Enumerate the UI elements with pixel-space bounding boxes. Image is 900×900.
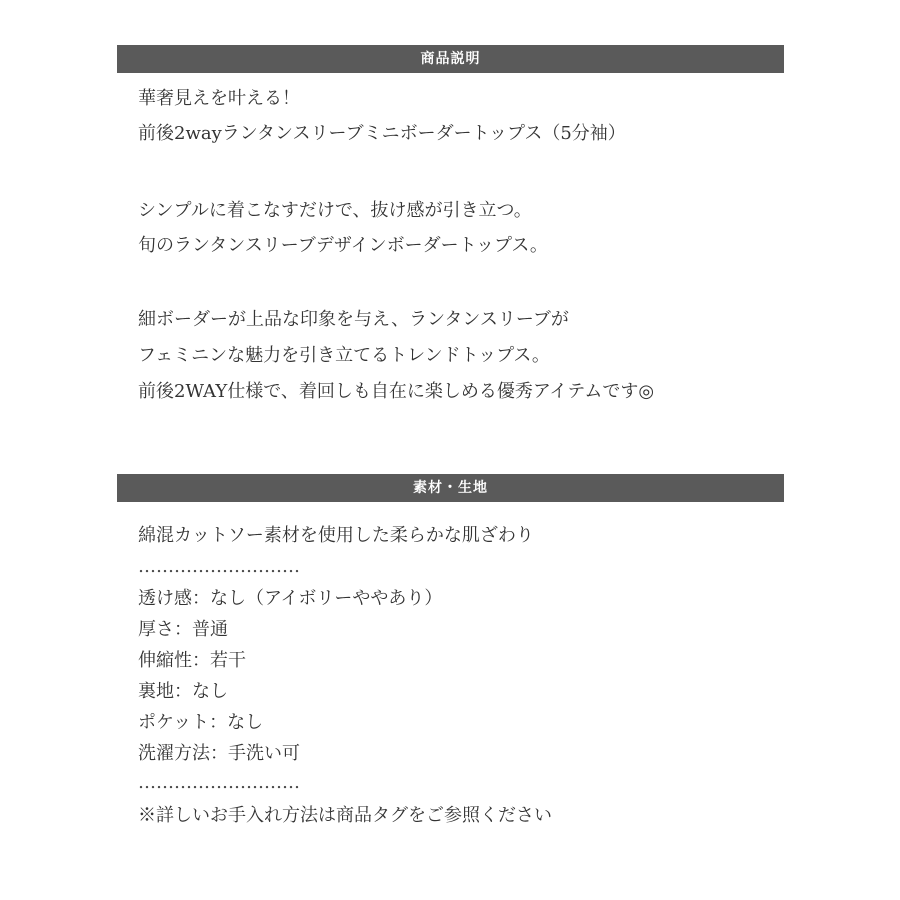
description-line: 前後2wayランタンスリーブミニボーダートップス（5分袖） [138, 123, 626, 144]
description-line: 前後2WAY仕様で、着回しも自在に楽しめる優秀アイテムです◎ [138, 381, 655, 402]
material-spec-pocket: ポケット：なし [138, 712, 264, 733]
material-line: 綿混カットソー素材を使用した柔らかな肌ざわり [138, 525, 534, 546]
description-line: シンプルに着こなすだけで、抜け感が引き立つ。 [138, 200, 532, 221]
description-line: 旬のランタンスリーブデザインボーダートップス。 [138, 235, 548, 256]
description-line: 華奢見えを叶える！ [138, 88, 300, 109]
material-spec-lining: 裏地：なし [138, 681, 228, 702]
dotted-divider: ……………………… [138, 556, 300, 577]
material-spec-stretch: 伸縮性：若干 [138, 650, 246, 671]
material-spec-washing: 洗濯方法：手洗い可 [138, 743, 300, 764]
material-spec-thickness: 厚さ：普通 [138, 619, 228, 640]
care-note: ※詳しいお手入れ方法は商品タグをご参照ください [138, 805, 552, 826]
material-spec-sheerness: 透け感：なし（アイボリーややあり） [138, 588, 443, 609]
section-header-material: 素材・生地 [117, 474, 784, 502]
description-line: 細ボーダーが上品な印象を与え、ランタンスリーブが [138, 309, 569, 330]
dotted-divider: ……………………… [138, 772, 300, 793]
section-header-description: 商品説明 [117, 45, 784, 73]
description-line: フェミニンな魅力を引き立てるトレンドトップス。 [138, 345, 550, 366]
